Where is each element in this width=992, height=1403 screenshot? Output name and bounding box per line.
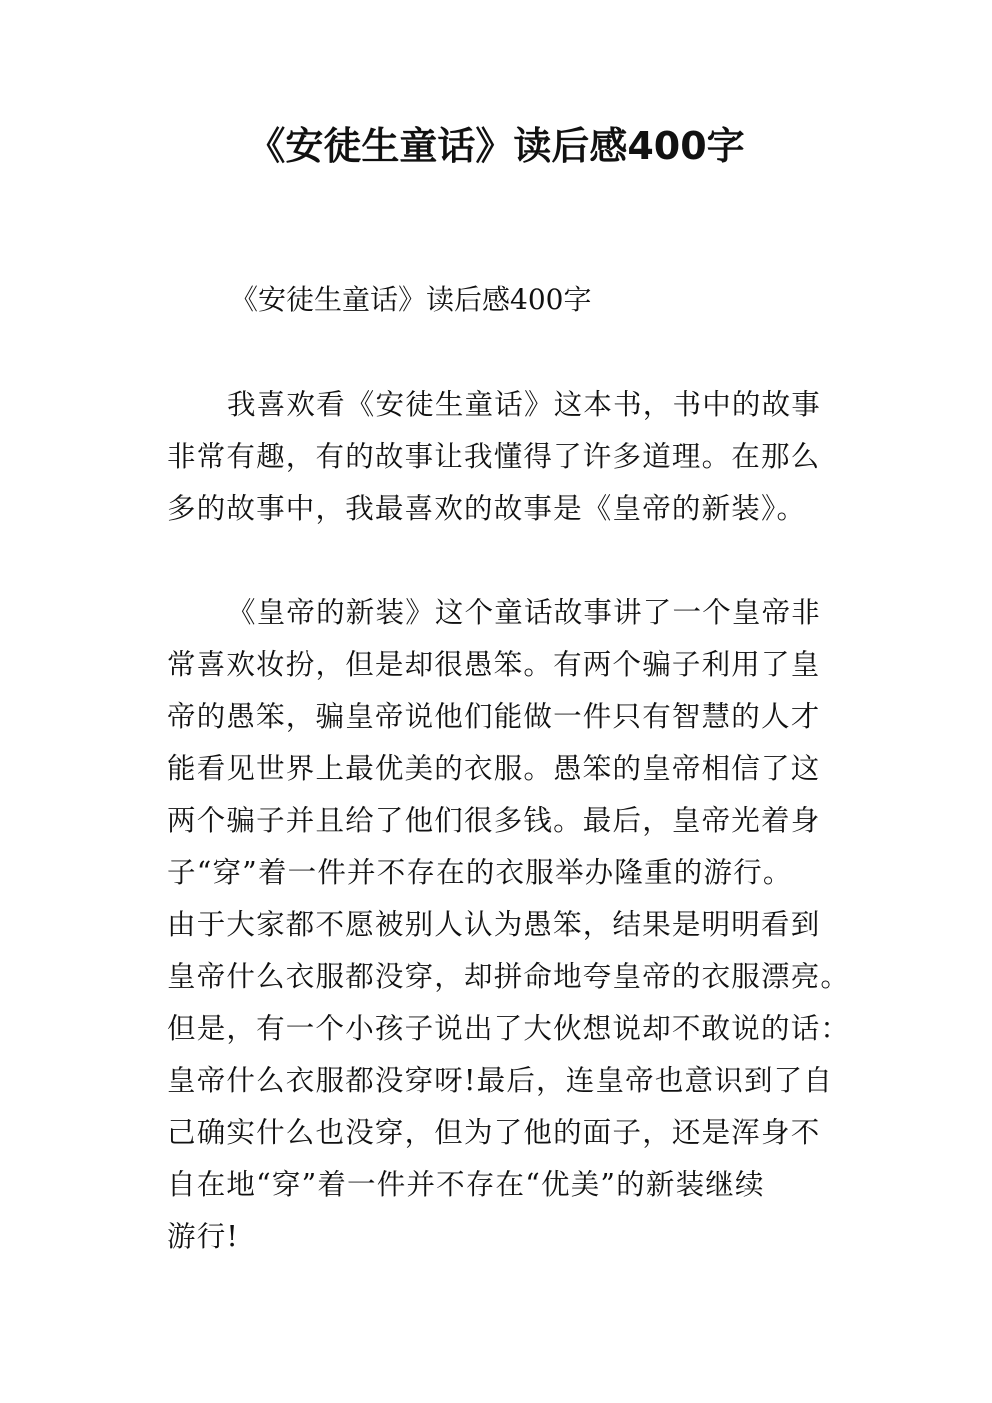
text-line: 帝的愚笨，骗皇帝说他们能做一件只有智慧的人才 — [167, 700, 821, 733]
text-line: 我喜欢看《安徒生童话》这本书，书中的故事 — [227, 388, 822, 421]
text-line: 子“穿”着一件并不存在的衣服举办隆重的游行。 — [167, 856, 793, 889]
text-line: 非常有趣，有的故事让我懂得了许多道理。在那么 — [167, 440, 821, 473]
text-line: 《皇帝的新装》这个童话故事讲了一个皇帝非 — [227, 596, 822, 629]
text-line: 己确实什么也没穿，但为了他的面子，还是浑身不 — [167, 1116, 821, 1149]
text-line: 常喜欢妆扮，但是却很愚笨。有两个骗子利用了皇 — [167, 648, 821, 681]
text-line: 两个骗子并且给了他们很多钱。最后，皇帝光着身 — [167, 804, 821, 837]
document-subtitle: 《安徒生童话》读后感400字 — [230, 283, 592, 316]
paragraph-2 — [167, 587, 867, 1263]
text-line: 皇帝什么衣服都没穿呀!最后，连皇帝也意识到了自 — [167, 1064, 834, 1097]
text-line: 能看见世界上最优美的衣服。愚笨的皇帝相信了这 — [167, 752, 821, 785]
text-line: 但是，有一个小孩子说出了大伙想说却不敢说的话： — [167, 1012, 851, 1045]
text-line: 游行! — [167, 1220, 240, 1253]
document-title: 《安徒生童话》读后感400字 — [247, 124, 745, 168]
paragraph-1 — [167, 379, 867, 535]
text-line: 由于大家都不愿被别人认为愚笨，结果是明明看到 — [167, 908, 821, 941]
text-line: 多的故事中，我最喜欢的故事是《皇帝的新装》。 — [167, 492, 807, 525]
text-line: 自在地“穿”着一件并不存在“优美”的新装继续 — [167, 1168, 765, 1201]
text-line: 皇帝什么衣服都没穿，却拼命地夸皇帝的衣服漂亮。 — [167, 960, 851, 993]
